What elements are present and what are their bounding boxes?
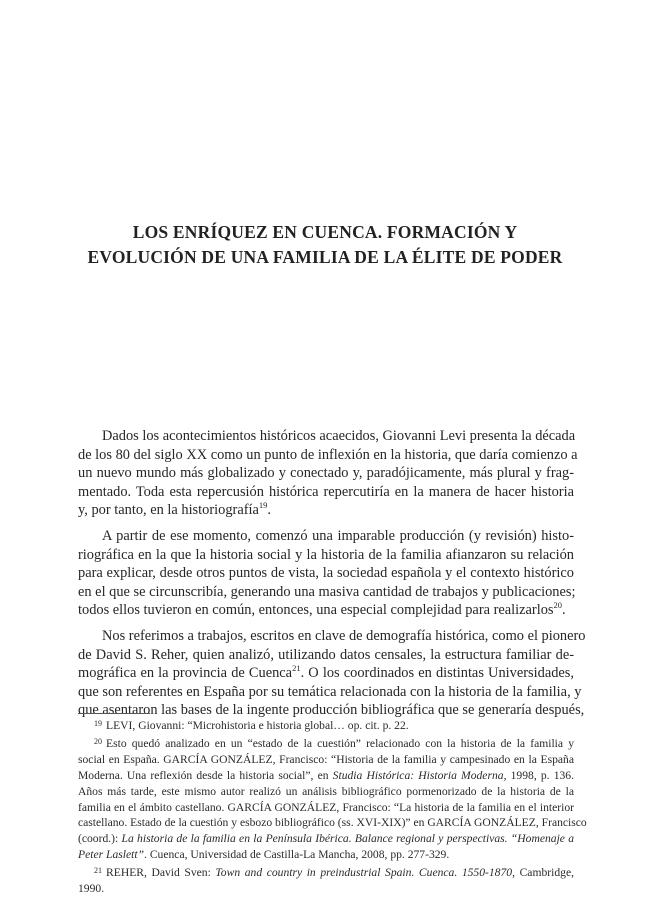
text-line: Nos referimos a trabajos, escritos en clave de demografía histórica, como el pionero bbox=[102, 627, 586, 644]
text-line: de los 80 del siglo XX como un punto de inflexión en la historia, que daría comienzo a bbox=[78, 446, 578, 463]
book-title: La historia de la familia en la Península Ibérica. Balance regional y perspectivas. “Homenaje a bbox=[121, 832, 575, 846]
text-line bbox=[78, 664, 574, 683]
footnote-reference[interactable]: 21 bbox=[292, 663, 301, 674]
journal-title: Studia Histórica: Historia Moderna bbox=[332, 768, 504, 782]
text-line: en el que se circunscribía, generando una masiva cantidad de trabajos y publicaciones; bbox=[78, 583, 576, 600]
chapter-title-line: EVOLUCIÓN DE UNA FAMILIA DE LA ÉLITE DE PODER bbox=[87, 247, 563, 267]
text-segment: y, por tanto, en la historiografía bbox=[78, 502, 259, 519]
text-line: riográfica en la que la historia social y la historia de la familia afianzaron su relación bbox=[78, 546, 574, 563]
paragraph bbox=[78, 527, 574, 620]
chapter-title-line: LOS ENRÍQUEZ EN CUENCA. FORMACIÓN Y bbox=[132, 222, 518, 242]
text-line: Dados los acontecimientos históricos acaecidos, Giovanni Levi presenta la década bbox=[102, 428, 576, 444]
footnote bbox=[78, 734, 587, 863]
footnote-line bbox=[78, 768, 574, 784]
footnote-line: familia en el ámbito castellano. GARCÍA GONZÁLEZ, Francisco: “La historia de la familia en el interior bbox=[78, 800, 574, 814]
footnote-line: castellano. Estado de la cuestión y esbozo bibliográfico (ss. XVI-XIX)” en GARCÍA GONZÁLEZ, Francisco bbox=[78, 816, 587, 830]
footnote bbox=[78, 863, 574, 897]
body-text bbox=[78, 427, 586, 727]
footnote-text: , 1998, p. 136. bbox=[503, 768, 574, 782]
text-segment: . O los coordinados en distintas Universidades, bbox=[300, 665, 574, 682]
text-line: de David S. Reher, quien analizó, utilizando datos censales, la estructura familiar de- bbox=[78, 646, 574, 663]
text-segment: todos ellos tuvieron en común, entonces, una especial complejidad para realizarlos bbox=[78, 602, 554, 619]
footnote-reference[interactable]: 20 bbox=[553, 600, 563, 611]
text-segment: mográfica en la provincia de Cuenca bbox=[78, 665, 293, 682]
footnote-text: LEVI, Giovanni: “Microhistoria e historia global… op. cit. p. 22. bbox=[106, 719, 409, 732]
footnote-line: Años más tarde, este mismo autor realizó un análisis bibliográfico pormenorizado de la historia de la bbox=[78, 784, 574, 798]
footnote-separator bbox=[78, 713, 150, 714]
footnote-line bbox=[78, 716, 574, 734]
footnote-line bbox=[78, 831, 574, 847]
footnote-text: REHER, David Sven: bbox=[106, 866, 216, 880]
text-line: un nuevo mundo más globalizado y conectado y, paradójicamente, más plural y frag- bbox=[78, 465, 574, 482]
footnote-text: Esto quedó analizado en un “estado de la cuestión” relacionado con la historia de la familia y bbox=[106, 736, 574, 750]
footnote-line bbox=[78, 734, 574, 752]
book-title: Peter Laslett” bbox=[78, 848, 145, 862]
text-line: y, por tanto, en la historiografía$^{19}$. bbox=[78, 500, 272, 519]
paragraph bbox=[78, 627, 586, 720]
text-line: que son referentes en España por su temática relacionada con la historia de la familia, y bbox=[78, 683, 582, 700]
footnote-text: (coord.): bbox=[78, 832, 122, 846]
footnote-line bbox=[78, 863, 574, 881]
chapter-title bbox=[60, 220, 590, 270]
footnote-line: social en España. GARCÍA GONZÁLEZ, Francisco: “Historia de la familia y campesinado en la España bbox=[78, 752, 574, 766]
footnote bbox=[78, 716, 574, 734]
footnote-line bbox=[78, 847, 574, 863]
text-line: que asentaron las bases de la ingente producción bibliográfica que se generaría después, bbox=[78, 702, 585, 719]
text-line: A partir de ese momento, comenzó una imparable producción (y revisión) histo- bbox=[102, 527, 574, 544]
footnote-text: , Cambridge, bbox=[512, 866, 574, 880]
footnotes bbox=[78, 716, 587, 897]
footnote-text: Moderna. Una reflexión desde la historia social”, en bbox=[78, 768, 333, 782]
footnote-number: 21 bbox=[94, 866, 102, 876]
footnote-number: 19 bbox=[94, 719, 102, 728]
paragraph bbox=[78, 427, 578, 520]
footnote-line: 1990. bbox=[78, 882, 105, 896]
text-line: para explicar, desde otros puntos de vista, la sociedad española y el contexto histórico bbox=[78, 565, 574, 582]
footnote-reference[interactable]: 19 bbox=[258, 500, 268, 511]
footnote-number: 20 bbox=[94, 736, 102, 746]
text-line: todos ellos tuvieron en común, entonces, una especial complejidad para realizarlos$^{20}$. bbox=[78, 600, 566, 619]
book-title: Town and country in preindustrial Spain. Cuenca. 1550-1870 bbox=[215, 866, 513, 880]
text-line: mentado. Toda esta repercusión histórica repercutiría en la manera de hacer historia bbox=[78, 483, 574, 500]
footnote-text: . Cuenca, Universidad de Castilla-La Mancha, 2008, pp. 277-329. bbox=[144, 848, 450, 862]
